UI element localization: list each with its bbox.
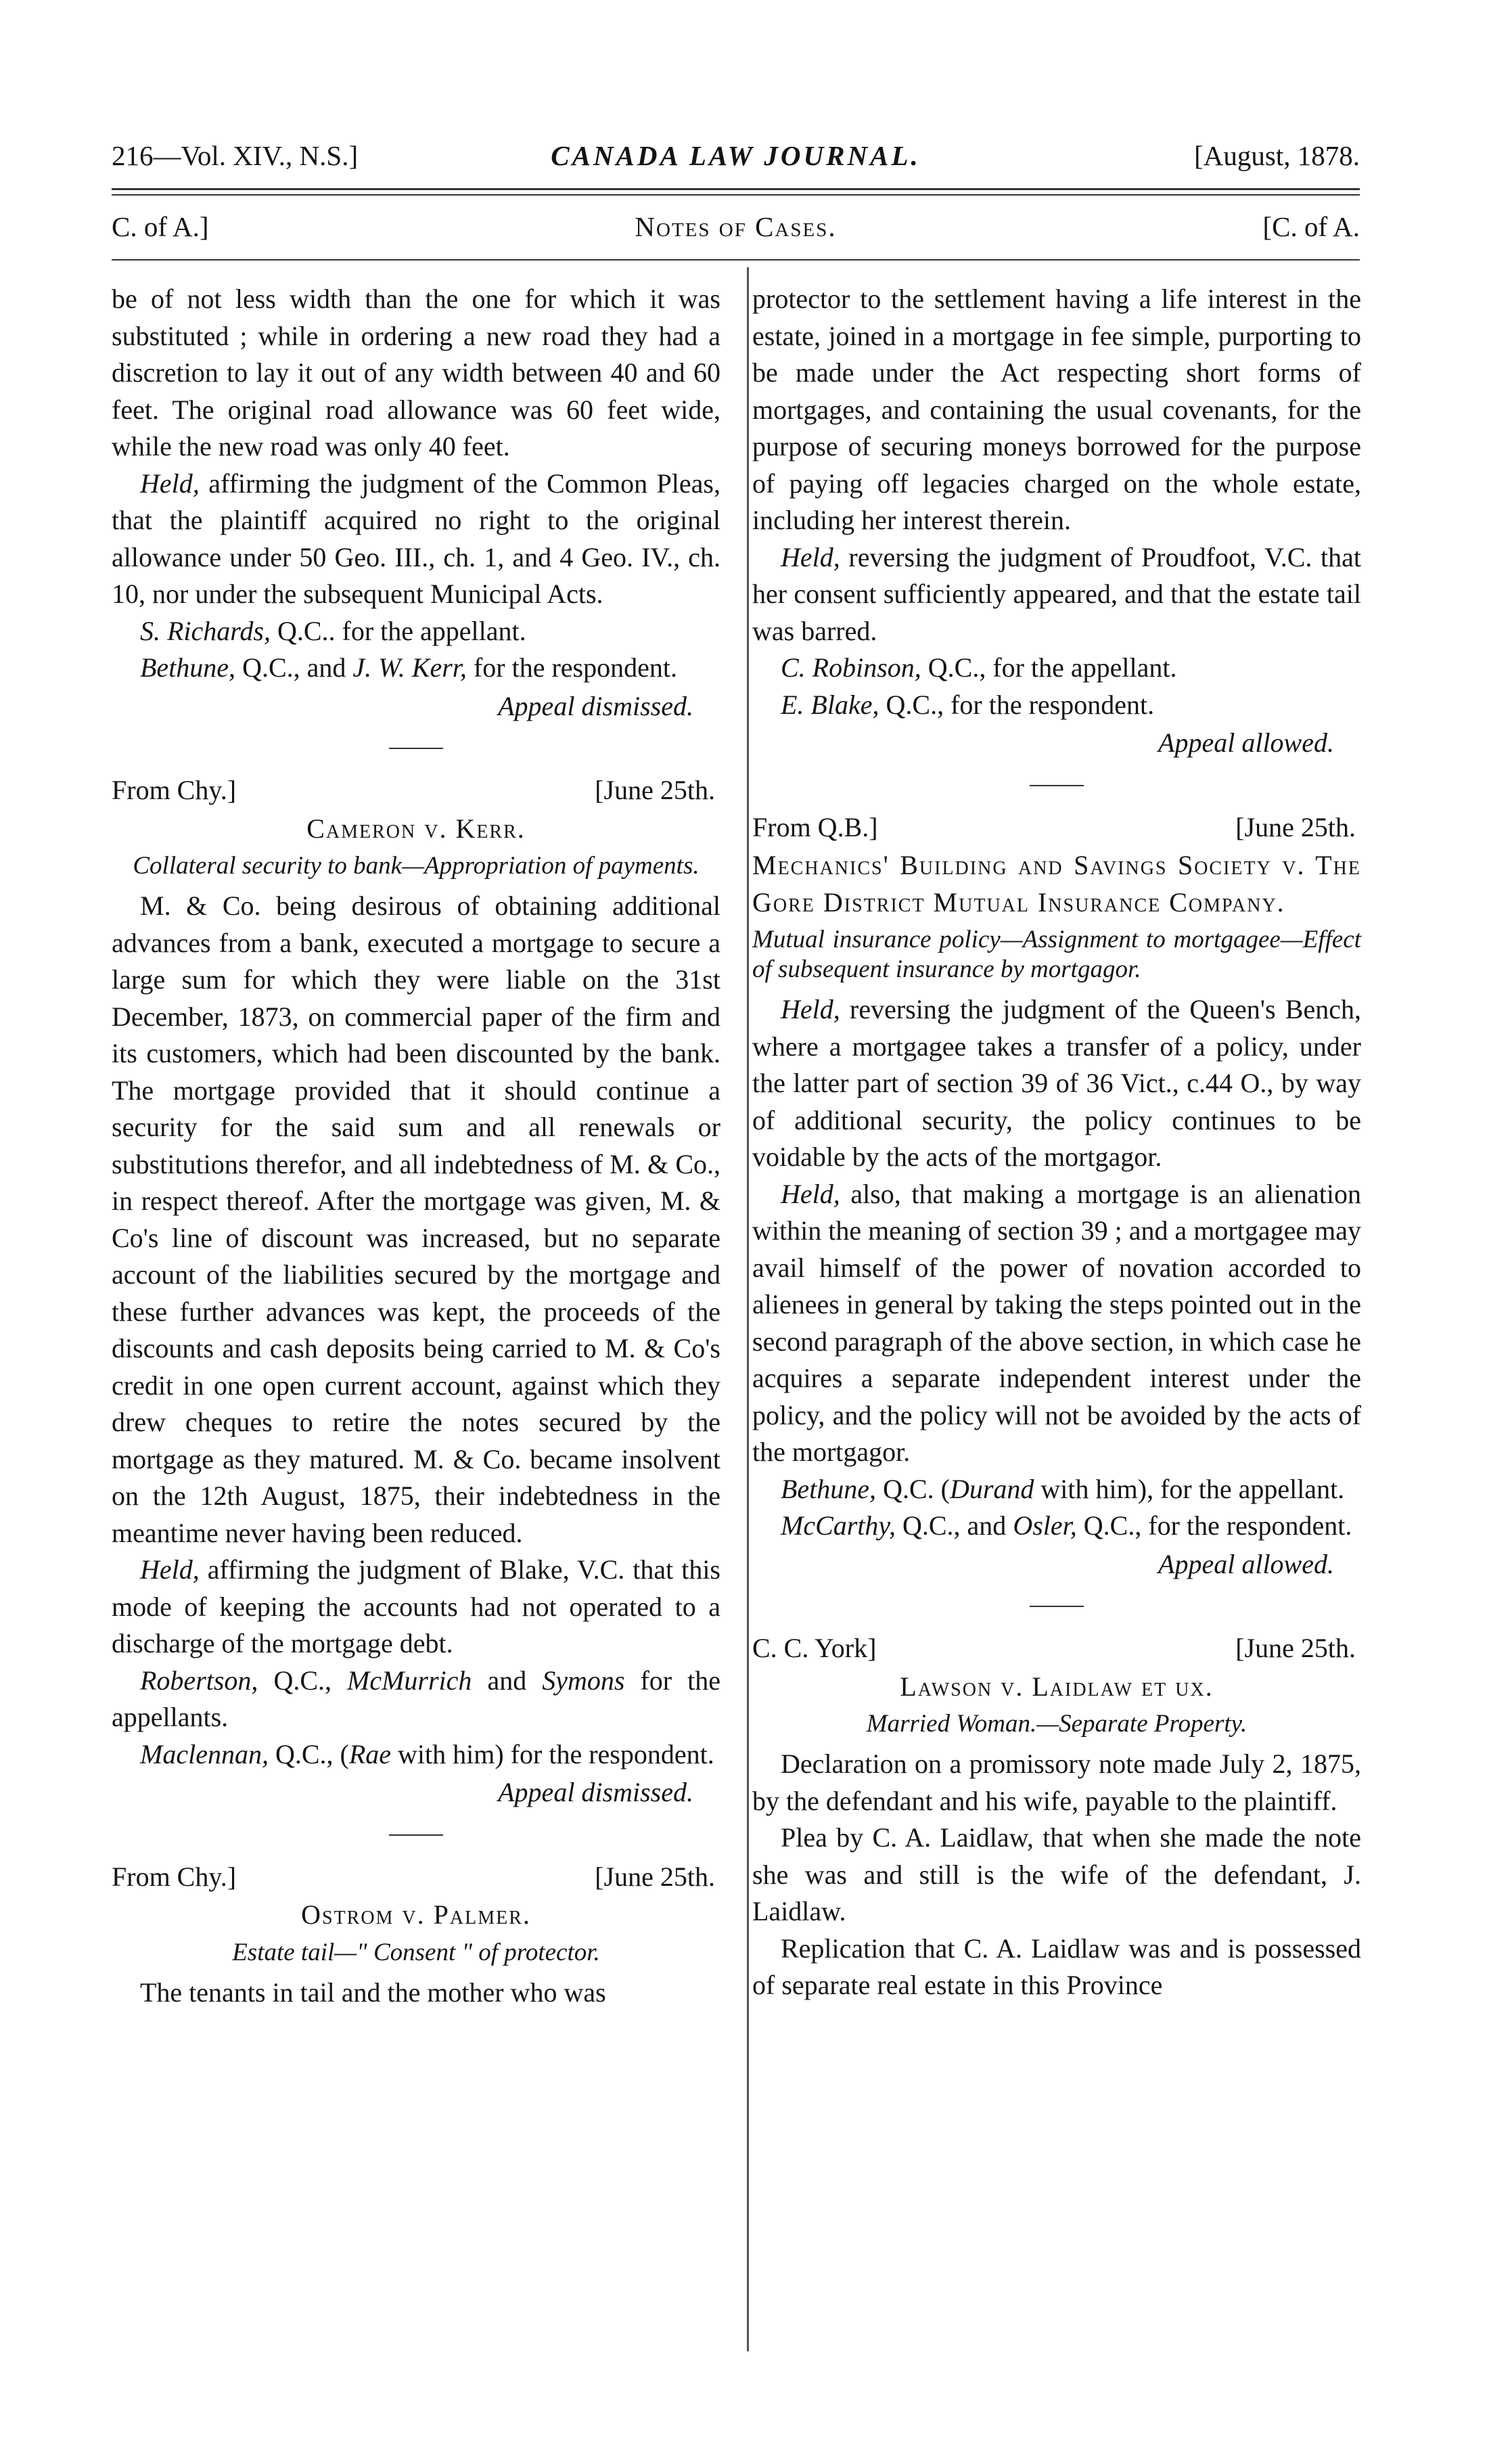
left-column <box>112 281 720 2011</box>
counsel-role: Q.C., for the respondent. <box>1076 1510 1352 1541</box>
case-source-line <box>752 809 1361 846</box>
held-text: reversing the judgment of the Queen's Bench, where a mortgagee takes a transfer of a policy, under the latter part of section 39 of 36 Vict., c.44 O., by way of additional security, the policy continues to be voidable by the acts of the mortgagor. <box>752 994 1361 1172</box>
counsel-name: Durand <box>949 1473 1034 1504</box>
counsel-text: and <box>472 1665 543 1696</box>
counsel-name: McCarthy, <box>781 1510 896 1541</box>
case-date: [June 25th. <box>595 1861 715 1892</box>
counsel-text: Q.C., <box>258 1665 348 1696</box>
case-court: From Chy.] <box>112 1861 237 1892</box>
counsel-text: Q.C., and <box>895 1510 1013 1541</box>
counsel-name: Symons <box>542 1665 625 1696</box>
counsel-name: Rae <box>348 1738 392 1769</box>
counsel-role: with him) for the respondent. <box>391 1738 714 1769</box>
case-court: C. C. York] <box>752 1633 877 1663</box>
continued-paragraph: protector to the settlement having a life interest in the estate, joined in a mortgage in fee simple, purporting to be made under the Act respecting short forms of mortgages, and containing the usual covenants, for the purpose of securing moneys borrowed for the purpose of paying off legacies charged on the whole estate, including her interest therein. <box>752 284 1361 535</box>
held-paragraph <box>752 1176 1361 1471</box>
held-text: affirming the judgment of the Common Pleas, that the plaintiff acquired no right to the original allowance under 50 Geo. III., ch. 1, and 4 Geo. IV., ch. 10, nor under the subsequent Municipal Acts. <box>112 468 720 609</box>
case-headnote: Collateral security to bank—Appropriation of payments. <box>133 852 700 880</box>
case-facts: Replication that C. A. Laidlaw was and is possessed of separate real estate in this Province <box>752 1933 1361 2000</box>
counsel-role: for the appellants. <box>112 1665 720 1732</box>
held-paragraph <box>752 991 1361 1176</box>
held-paragraph <box>752 539 1361 650</box>
counsel-name: McMurrich <box>347 1665 472 1696</box>
case-separator <box>1030 1606 1084 1607</box>
issue-date: [August, 1878. <box>1194 140 1360 171</box>
held-label: Held, <box>140 468 200 499</box>
section-heading <box>112 206 1360 247</box>
header-rule <box>112 188 1360 190</box>
case-date: [June 25th. <box>1235 1633 1356 1663</box>
counsel-name: Robertson, <box>140 1665 258 1696</box>
case-headnote: Mutual insurance policy—Assignment to mortgagee—Effect of subsequent insurance by mortgagor. <box>752 926 1361 983</box>
counsel-role: with him), for the appellant. <box>1034 1473 1345 1504</box>
case-title: Cameron v. Kerr. <box>306 813 526 844</box>
counsel-role: Q.C., for the respondent. <box>879 689 1155 720</box>
counsel-text: Q.C., ( <box>268 1738 349 1769</box>
held-text: affirming the judgment of Blake, V.C. that this mode of keeping the accounts had not operated to a discharge of the mortgage debt. <box>112 1554 720 1658</box>
right-column <box>752 281 1361 2004</box>
court-right: [C. of A. <box>1262 211 1360 242</box>
counsel-name: Maclennan, <box>140 1738 269 1769</box>
counsel-line <box>112 1736 720 1773</box>
held-label: Held, <box>781 994 840 1024</box>
held-paragraph <box>112 466 720 613</box>
case-title: Ostrom v. Palmer. <box>301 1899 531 1930</box>
held-text: also, that making a mortgage is an alienation within the meaning of section 39 ; and a mortgagee may avail himself of the power of novation accorded to alienees in general by taking the steps pointed out in the second paragraph of the above section, in which case he acquires a separate independent interest under the policy, and the policy will not be avoided by the acts of the mortgagor. <box>752 1178 1361 1467</box>
column-divider <box>747 267 749 2351</box>
continued-paragraph: be of not less width than the one for which it was substituted ; while in ordering a new road they had a discretion to lay it out of any width between 40 and 60 feet. The original road allowance was 60 feet wide, while the new road was only 40 feet. <box>112 284 720 461</box>
case-headnote: Married Woman.—Separate Property. <box>866 1710 1247 1738</box>
section-rule <box>112 259 1360 261</box>
case-facts: Declaration on a promissory note made July 2, 1875, by the defendant and his wife, payable to the plaintiff. <box>752 1748 1361 1816</box>
header-rule-thin <box>112 194 1360 196</box>
case-source-line <box>752 1630 1361 1667</box>
case-title: Lawson v. Laidlaw et ux. <box>900 1671 1214 1702</box>
case-source-line <box>112 772 720 809</box>
running-header <box>112 135 1360 176</box>
court-left: C. of A.] <box>112 211 209 242</box>
counsel-line <box>752 1471 1361 1508</box>
held-label: Held, <box>781 541 840 572</box>
case-source-line <box>112 1859 720 1896</box>
counsel-name: J. W. Kerr, <box>352 652 467 683</box>
counsel-name: Osler, <box>1013 1510 1077 1541</box>
counsel-line <box>112 650 720 687</box>
case-separator <box>389 1834 443 1836</box>
held-label: Held, <box>140 1554 200 1585</box>
appeal-result: Appeal allowed. <box>1158 1548 1334 1579</box>
counsel-line <box>752 1508 1361 1545</box>
counsel-name: C. Robinson, <box>781 652 921 683</box>
case-facts: Plea by C. A. Laidlaw, that when she made the note she was and still is the wife of the defendant, J. Laidlaw. <box>752 1822 1361 1926</box>
case-title: Mechanics' Building and Savings Society v. The Gore District Mutual Insurance Company. <box>752 850 1361 918</box>
case-facts: M. & Co. being desirous of obtaining additional advances from a bank, executed a mortgage to secure a large sum for which they were liable on the 31st December, 1873, on commercial paper of the firm and its customers, which had been discounted by the bank. The mortgage provided that it should continue a security for the said sum and all renewals or substitutions therefor, and all indebtedness of M. & Co., in respect thereof. After the mortgage was given, M. & Co's line of discount was increased, but no separate account of the liabilities secured by the mortgage and these further advances was kept, the proceeds of the discounts and cash deposits being carried to M. & Co's credit in one open current account, against which they drew cheques to retire the notes secured by the mortgage as they matured. M. & Co. became insolvent on the 12th August, 1875, their indebtedness in the meantime never having been reduced. <box>112 890 720 1548</box>
case-facts: The tenants in tail and the mother who was <box>140 1976 606 2008</box>
counsel-name: E. Blake, <box>781 689 879 720</box>
section-title: Notes of Cases. <box>635 211 837 242</box>
held-label: Held, <box>781 1178 840 1209</box>
appeal-result: Appeal allowed. <box>1158 727 1334 758</box>
counsel-role: for the respondent. <box>466 652 677 683</box>
appeal-result: Appeal dismissed. <box>498 690 693 721</box>
case-separator <box>389 748 443 749</box>
case-separator <box>1030 785 1084 786</box>
counsel-line <box>112 1663 720 1736</box>
case-court: From Chy.] <box>112 775 237 805</box>
journal-title: CANADA LAW JOURNAL. <box>551 140 921 171</box>
counsel-text: Q.C., and <box>235 652 353 683</box>
counsel-name: Bethune, <box>781 1473 877 1504</box>
page-volume: 216—Vol. XIV., N.S.] <box>112 140 359 171</box>
appeal-result: Appeal dismissed. <box>498 1777 693 1807</box>
case-date: [June 25th. <box>595 775 715 805</box>
counsel-line <box>112 613 720 650</box>
counsel-text: Q.C. ( <box>876 1473 950 1504</box>
counsel-role: Q.C., for the appellant. <box>921 652 1177 683</box>
case-headnote: Estate tail—" Consent " of protector. <box>232 1938 600 1966</box>
case-date: [June 25th. <box>1235 811 1356 842</box>
counsel-line <box>752 650 1361 687</box>
case-court: From Q.B.] <box>752 811 878 842</box>
counsel-line <box>752 687 1361 724</box>
counsel-name: Bethune, <box>140 652 236 683</box>
held-paragraph <box>112 1552 720 1663</box>
counsel-name: S. Richards, <box>140 615 271 646</box>
counsel-role: Q.C.. for the appellant. <box>270 615 526 646</box>
held-text: reversing the judgment of Proudfoot, V.C. that her consent sufficiently appeared, and that the estate tail was barred. <box>752 541 1361 646</box>
